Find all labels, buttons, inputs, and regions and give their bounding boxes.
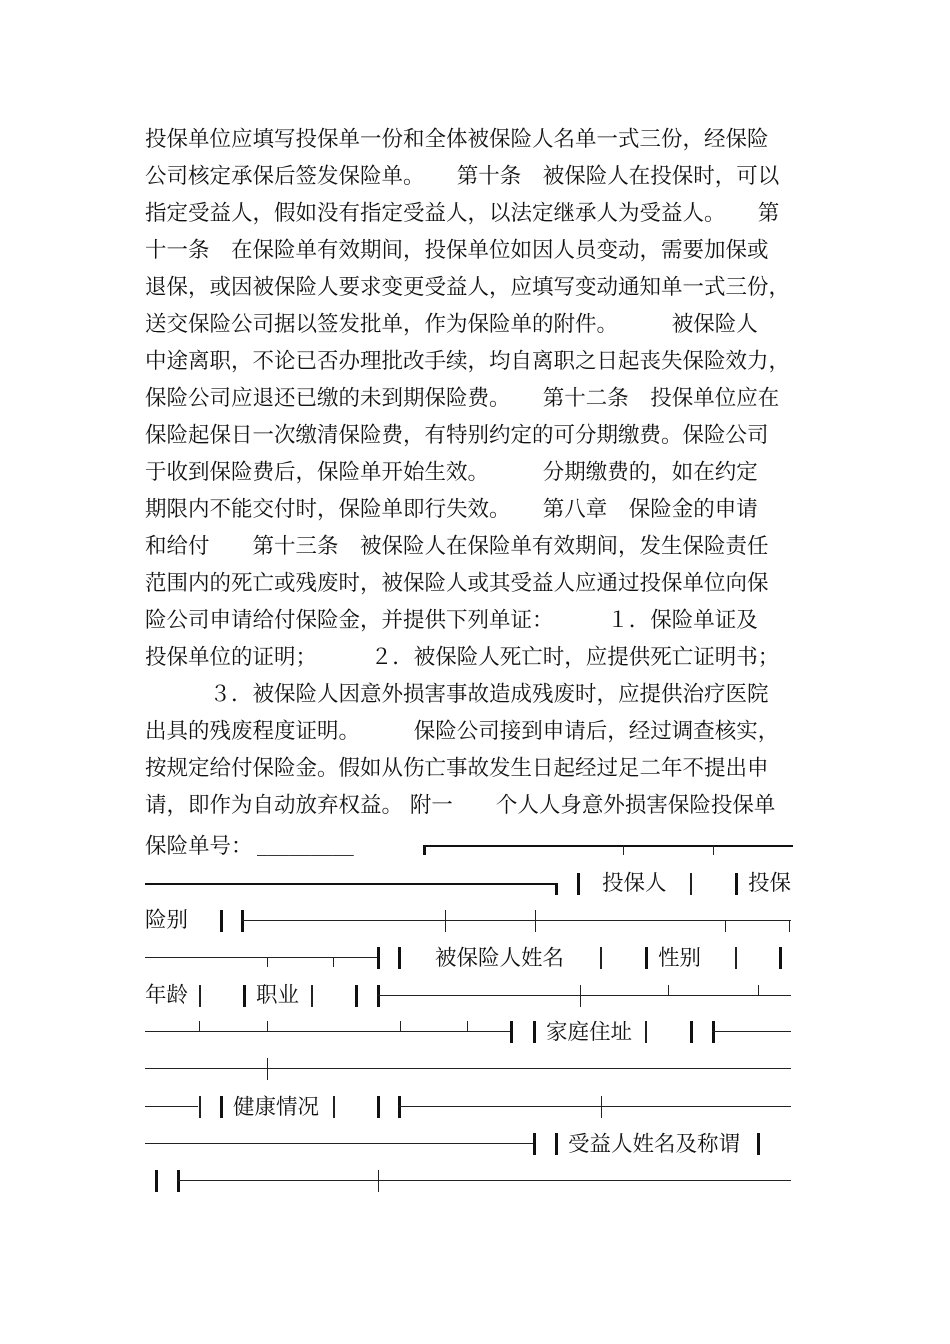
- text-line: 退保，或因被保险人要求变更受益人，应填写变动通知单一式三份，: [145, 275, 791, 300]
- insured-name-label: 被保险人姓名: [435, 946, 565, 971]
- table-tick: [378, 1170, 379, 1192]
- table-rule: [145, 1143, 533, 1144]
- table-border: [311, 985, 313, 1007]
- text-line: 投保单位应填写投保单一份和全体被保险人名单一式三份，经保险: [145, 127, 769, 152]
- table-border: [220, 1096, 223, 1118]
- text-line: 保险起保日一次缴清保险费，有特别约定的可分期缴费。保险公司: [145, 423, 769, 448]
- beneficiary-label: 受益人姓名及称谓: [568, 1132, 741, 1157]
- occupation-label: 职业: [256, 983, 300, 1008]
- table-border: [155, 1170, 158, 1192]
- text-line: ３．被保险人因意外损害事故造成残废时，应提供治疗医院: [145, 682, 769, 707]
- table-tick: [668, 985, 669, 995]
- table-border: [533, 1133, 536, 1155]
- table-border: [645, 1021, 647, 1043]
- table-border: [241, 910, 244, 932]
- table-tick: [199, 1021, 200, 1031]
- table-border: [690, 1021, 693, 1043]
- table-border: [510, 1021, 513, 1043]
- text-line: 投保单位的证明； ２．被保险人死亡时，应提供死亡证明书；: [145, 645, 780, 670]
- text-line: 出具的残废程度证明。 保险公司接到申请后，经过调查核实，: [145, 719, 780, 744]
- table-tick: [467, 1021, 468, 1031]
- health-label: 健康情况: [233, 1095, 320, 1120]
- text-line: 送交保险公司据以签发批单，作为保险单的附件。 被保险人: [145, 312, 758, 337]
- table-border: [735, 947, 737, 969]
- table-border: [220, 910, 223, 932]
- applicant-label: 投保人: [602, 871, 667, 896]
- policy-number-label: 保险单号：: [145, 834, 253, 859]
- policy-number-blank: _________: [257, 832, 354, 857]
- table-tick: [535, 910, 536, 932]
- table-border: [555, 1133, 558, 1155]
- text-line: 公司核定承保后签发保险单。 第十条 被保险人在投保时，可以: [145, 164, 780, 189]
- table-rule: [177, 1180, 791, 1181]
- table-rule: [241, 920, 791, 921]
- text-line: 和给付 第十三条 被保险人在保险单有效期间，发生保险责任: [145, 534, 769, 559]
- table-border: [199, 1096, 201, 1118]
- table-border: [333, 1096, 335, 1118]
- table-border: [177, 1170, 180, 1192]
- table-border: [757, 1133, 760, 1155]
- table-tick: [713, 845, 714, 855]
- table-border: [712, 1021, 715, 1043]
- table-corner: [555, 883, 558, 895]
- text-line: 请，即作为自动放弃权益。 附一 个人人身意外损害保险投保单: [145, 793, 776, 818]
- address-label: 家庭住址: [546, 1020, 633, 1045]
- table-rule: [423, 845, 793, 847]
- insure-type-label-suffix: 险别: [145, 908, 189, 933]
- table-rule: [377, 995, 791, 996]
- table-tick: [445, 910, 446, 932]
- text-line: 十一条 在保险单有效期间，投保单位如因人员变动，需要加保或: [145, 238, 769, 263]
- table-border: [398, 947, 401, 969]
- text-line: 范围内的死亡或残废时，被保险人或其受益人应通过投保单位向保: [145, 571, 769, 596]
- table-border: [779, 947, 782, 969]
- table-border: [577, 873, 580, 895]
- table-rule: [712, 1031, 791, 1032]
- table-border: [355, 985, 358, 1007]
- table-border: [377, 985, 380, 1007]
- text-line: 指定受益人，假如没有指定受益人，以法定继承人为受益人。 第: [145, 201, 780, 226]
- table-border: [690, 873, 692, 895]
- table-rule: [145, 1031, 511, 1032]
- text-line: 于收到保险费后，保险单开始生效。 分期缴费的，如在约定: [145, 460, 758, 485]
- table-corner: [423, 845, 426, 855]
- text-line: 保险公司应退还已缴的未到期保险费。 第十二条 投保单位应在: [145, 386, 780, 411]
- table-tick: [758, 985, 759, 995]
- table-rule: [145, 1068, 791, 1069]
- table-tick: [400, 1021, 401, 1031]
- text-line: 中途离职，不论已否办理批改手续，均自离职之日起丧失保险效力，: [145, 349, 791, 374]
- table-border: [199, 985, 201, 1007]
- text-line: 按规定给付保险金。假如从伤亡事故发生日起经过足二年不提出申: [145, 756, 769, 781]
- table-border: [533, 1021, 536, 1043]
- table-rule: [145, 1106, 198, 1107]
- text-line: 期限内不能交付时，保险单即行失效。 第八章 保险金的申请: [145, 497, 758, 522]
- table-rule: [145, 883, 557, 885]
- table-tick: [601, 1096, 602, 1118]
- table-border: [645, 947, 648, 969]
- table-border: [377, 1096, 380, 1118]
- table-rule: [398, 1106, 791, 1107]
- table-tick: [333, 957, 334, 967]
- table-tick: [789, 920, 790, 932]
- text-line: 险公司申请给付保险金，并提供下列单证： １．保险单证及: [145, 608, 758, 633]
- table-border: [377, 947, 380, 969]
- table-border: [243, 985, 246, 1007]
- table-tick: [623, 845, 624, 855]
- insure-type-label-prefix: 投保: [748, 871, 792, 896]
- table-border: [735, 873, 738, 895]
- table-tick: [725, 920, 726, 932]
- table-tick: [267, 1058, 268, 1080]
- table-tick: [580, 985, 581, 1007]
- table-border: [600, 947, 602, 969]
- table-rule: [145, 957, 377, 958]
- gender-label: 性别: [658, 946, 702, 971]
- table-tick: [267, 957, 268, 967]
- table-border: [398, 1096, 401, 1118]
- table-tick: [267, 1021, 268, 1031]
- age-label: 年龄: [145, 983, 189, 1008]
